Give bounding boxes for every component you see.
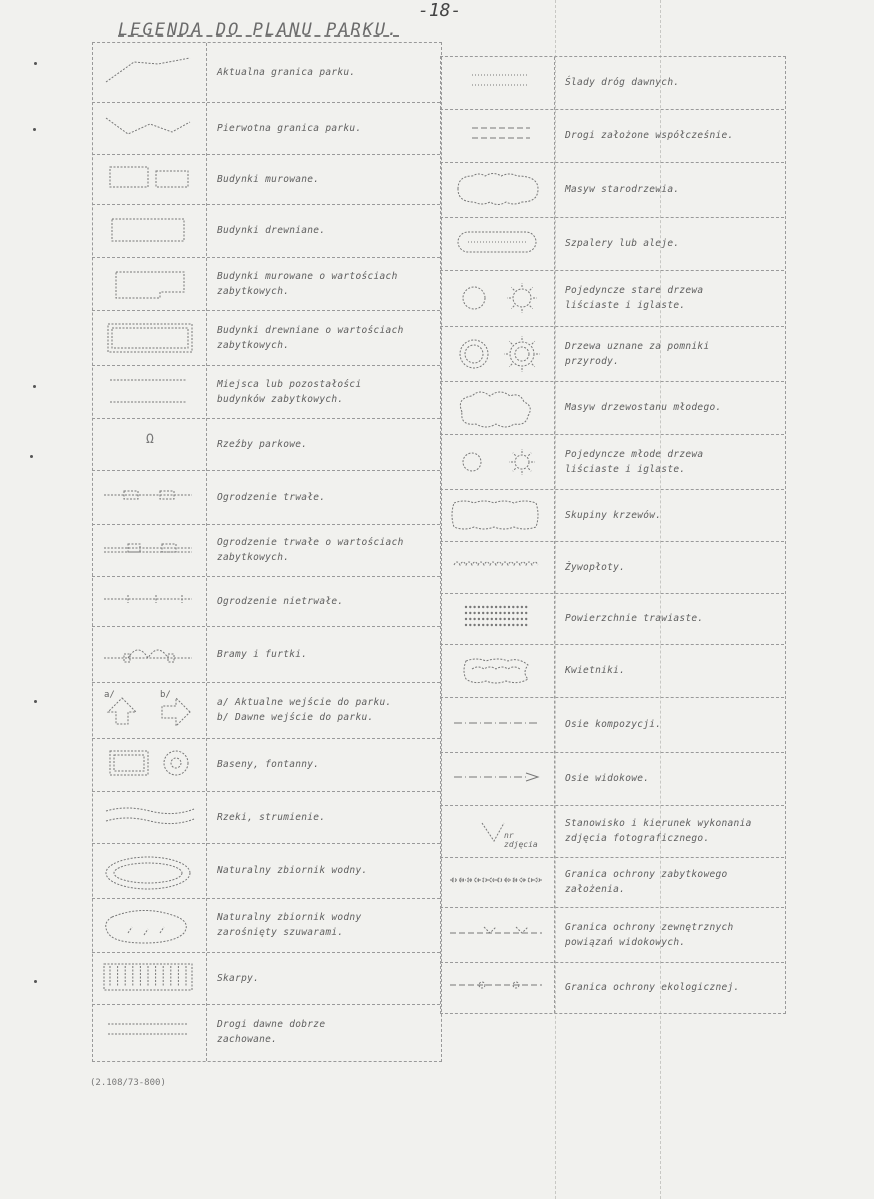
current-boundary-icon — [98, 50, 198, 94]
right-legend-label: Pojedyncze stare drzewa — [565, 285, 704, 296]
row-divider — [440, 217, 784, 218]
margin-dot — [34, 980, 37, 983]
row-divider — [92, 154, 440, 155]
right-legend-label: Pojedyncze młode drzewa — [565, 448, 704, 460]
left-legend-label: Naturalny zbiornik wodny. — [217, 865, 368, 876]
row-divider — [92, 738, 440, 739]
right-legend-label: Granica ochrony zabytkowego — [565, 869, 728, 880]
old-trees-mass-icon — [446, 168, 546, 212]
row-divider — [440, 381, 784, 382]
left-legend-label: zarośnięty szuwarami. — [217, 927, 344, 938]
permanent-fence-icon — [98, 475, 198, 519]
left-legend-label: Aktualna granica parku. — [217, 66, 356, 78]
row-divider — [440, 109, 784, 110]
left-legend-label: budynków zabytkowych. — [217, 393, 344, 405]
left-legend-label: Drogi dawne dobrze — [217, 1019, 326, 1030]
row-divider — [440, 962, 784, 963]
composition-axis-icon — [446, 703, 546, 747]
photo-position-symbol-text: nr zdjęcia — [504, 831, 538, 849]
left-legend-label: a/ Aktualne wejście do parku. — [217, 697, 392, 708]
right-legend-label: Skupiny krzewów. — [565, 509, 662, 521]
row-divider — [440, 162, 784, 163]
entrance-mark-a: a/ — [104, 690, 115, 700]
gate-icon — [98, 632, 198, 676]
left-legend-label: Pierwotna granica parku. — [217, 122, 362, 134]
left-legend-label: Skarpy. — [217, 972, 260, 984]
row-divider — [92, 576, 440, 577]
right-legend-label: powiązań widokowych. — [565, 936, 686, 948]
left-legend-label: Budynki drewniane o wartościach — [217, 324, 404, 336]
original-boundary-icon — [98, 106, 198, 150]
right-legend-label: Kwietniki. — [565, 665, 626, 676]
row-divider — [92, 843, 440, 844]
historic-fence-icon — [98, 528, 198, 572]
row-divider — [92, 204, 440, 205]
overgrown-pond-icon — [98, 903, 198, 947]
right-legend-label: Powierzchnie trawiaste. — [565, 613, 704, 624]
row-divider — [92, 1004, 440, 1005]
archive-number: (2.108/73-800) — [90, 1078, 166, 1088]
row-divider — [440, 541, 784, 542]
right-legend-label: Ślady dróg dawnych. — [565, 77, 680, 88]
hedge-icon — [446, 545, 546, 589]
fountain-icon — [98, 743, 198, 787]
row-divider — [440, 489, 784, 490]
right-legend-label: Osie kompozycji. — [565, 719, 662, 730]
left-legend-label: Rzeki, strumienie. — [217, 811, 326, 823]
historic-wooden-building-icon — [98, 316, 198, 360]
entrance-mark-b: b/ — [160, 690, 171, 700]
row-divider — [440, 644, 784, 645]
entrance-icon — [98, 688, 198, 732]
brick-building-icon — [98, 157, 198, 201]
left-legend-label: zachowane. — [217, 1034, 278, 1045]
right-legend-label: Osie widokowe. — [565, 773, 650, 784]
view-protection-boundary-icon — [446, 913, 546, 957]
row-divider — [92, 257, 440, 258]
row-divider — [440, 593, 784, 594]
right-legend-label: Drogi założone współcześnie. — [565, 130, 734, 141]
right-legend-label: Masyw drzewostanu młodego. — [565, 402, 722, 413]
row-divider — [92, 418, 440, 419]
row-divider — [440, 270, 784, 271]
historic-brick-building-icon — [98, 262, 198, 306]
right-legend-label: Stanowisko i kierunek wykonania — [565, 818, 752, 829]
right-legend-label: liściaste i iglaste. — [565, 300, 686, 311]
row-divider — [440, 857, 784, 858]
old-road-traces-icon — [446, 61, 546, 105]
row-divider — [92, 682, 440, 683]
right-legend-label: Masyw starodrzewia. — [565, 184, 680, 195]
old-single-tree-icon — [446, 276, 546, 320]
ecological-protection-boundary-icon — [446, 965, 546, 1009]
grass-icon — [446, 597, 546, 641]
margin-dot — [30, 455, 33, 458]
row-divider — [92, 952, 440, 953]
row-divider — [92, 310, 440, 311]
building-remains-icon — [98, 370, 198, 414]
left-legend-label: zabytkowych. — [217, 552, 290, 563]
row-divider — [92, 791, 440, 792]
row-divider — [92, 524, 440, 525]
right-legend-label: Drzewa uznane za pomniki — [565, 340, 710, 352]
row-divider — [440, 697, 784, 698]
temporary-fence-icon — [98, 579, 198, 623]
left-legend-label: zabytkowych. — [217, 285, 290, 297]
river-icon — [98, 795, 198, 839]
left-legend-label: Ogrodzenie trwałe o wartościach — [217, 537, 404, 548]
row-divider — [440, 752, 784, 753]
shrub-group-icon — [446, 493, 546, 537]
left-legend-label: Budynki murowane. — [217, 173, 320, 185]
left-legend-label: Miejsca lub pozostałości — [217, 378, 362, 390]
left-legend-label: Rzeźby parkowe. — [217, 438, 308, 450]
margin-dot — [34, 700, 37, 703]
left-legend-label: Budynki drewniane. — [217, 225, 326, 236]
row-divider — [92, 898, 440, 899]
sculpture-icon — [98, 422, 198, 466]
left-legend-label: Naturalny zbiornik wodny — [217, 912, 362, 923]
left-legend-label: Ogrodzenie trwałe. — [217, 491, 326, 503]
left-legend-label: Baseny, fontanny. — [217, 759, 320, 770]
photo-position-icon — [446, 809, 546, 853]
alley-icon — [446, 222, 546, 266]
pond-icon — [98, 849, 198, 893]
row-divider — [440, 907, 784, 908]
margin-dot — [34, 62, 37, 65]
row-divider — [440, 326, 784, 327]
left-legend-label: Budynki murowane o wartościach — [217, 270, 398, 282]
right-legend-label: Granica ochrony ekologicznej. — [565, 981, 740, 993]
row-divider — [92, 365, 440, 366]
old-road-icon — [98, 1010, 198, 1054]
row-divider — [92, 626, 440, 627]
modern-road-icon — [446, 114, 546, 158]
view-axis-icon — [446, 757, 546, 801]
left-legend-label: Ogrodzenie nietrwałe. — [217, 595, 344, 607]
left-legend-label: Bramy i furtki. — [217, 648, 308, 660]
page-number: -18- — [418, 0, 462, 21]
right-legend-label: Szpalery lub aleje. — [565, 238, 680, 249]
column-divider — [206, 43, 207, 1061]
left-legend-label: b/ Dawne wejście do parku. — [217, 712, 374, 723]
young-single-tree-icon — [446, 440, 546, 484]
heritage-protection-boundary-icon — [446, 860, 546, 904]
right-legend-label: założenia. — [565, 884, 626, 895]
column-divider — [554, 57, 555, 1013]
flowerbed-icon — [446, 649, 546, 693]
sculpture-glyph: Ω — [146, 432, 154, 447]
row-divider — [440, 434, 784, 435]
right-legend-label: Żywopłoty. — [565, 561, 626, 573]
young-trees-mass-icon — [446, 386, 546, 430]
left-legend-label: zabytkowych. — [217, 339, 290, 351]
margin-dot — [33, 128, 36, 131]
row-divider — [92, 102, 440, 103]
wooden-building-icon — [98, 209, 198, 253]
slope-icon — [98, 956, 198, 1000]
page-title: LEGENDA DO PLANU PARKU. — [118, 20, 400, 40]
row-divider — [92, 470, 440, 471]
right-legend-label: liściaste i iglaste. — [565, 463, 686, 475]
monument-tree-icon — [446, 332, 546, 376]
right-legend-label: przyrody. — [565, 355, 620, 367]
margin-dot — [33, 385, 36, 388]
row-divider — [440, 805, 784, 806]
right-legend-label: Granica ochrony zewnętrznych — [565, 921, 734, 933]
right-legend-label: zdjęcia fotograficznego. — [565, 833, 710, 844]
